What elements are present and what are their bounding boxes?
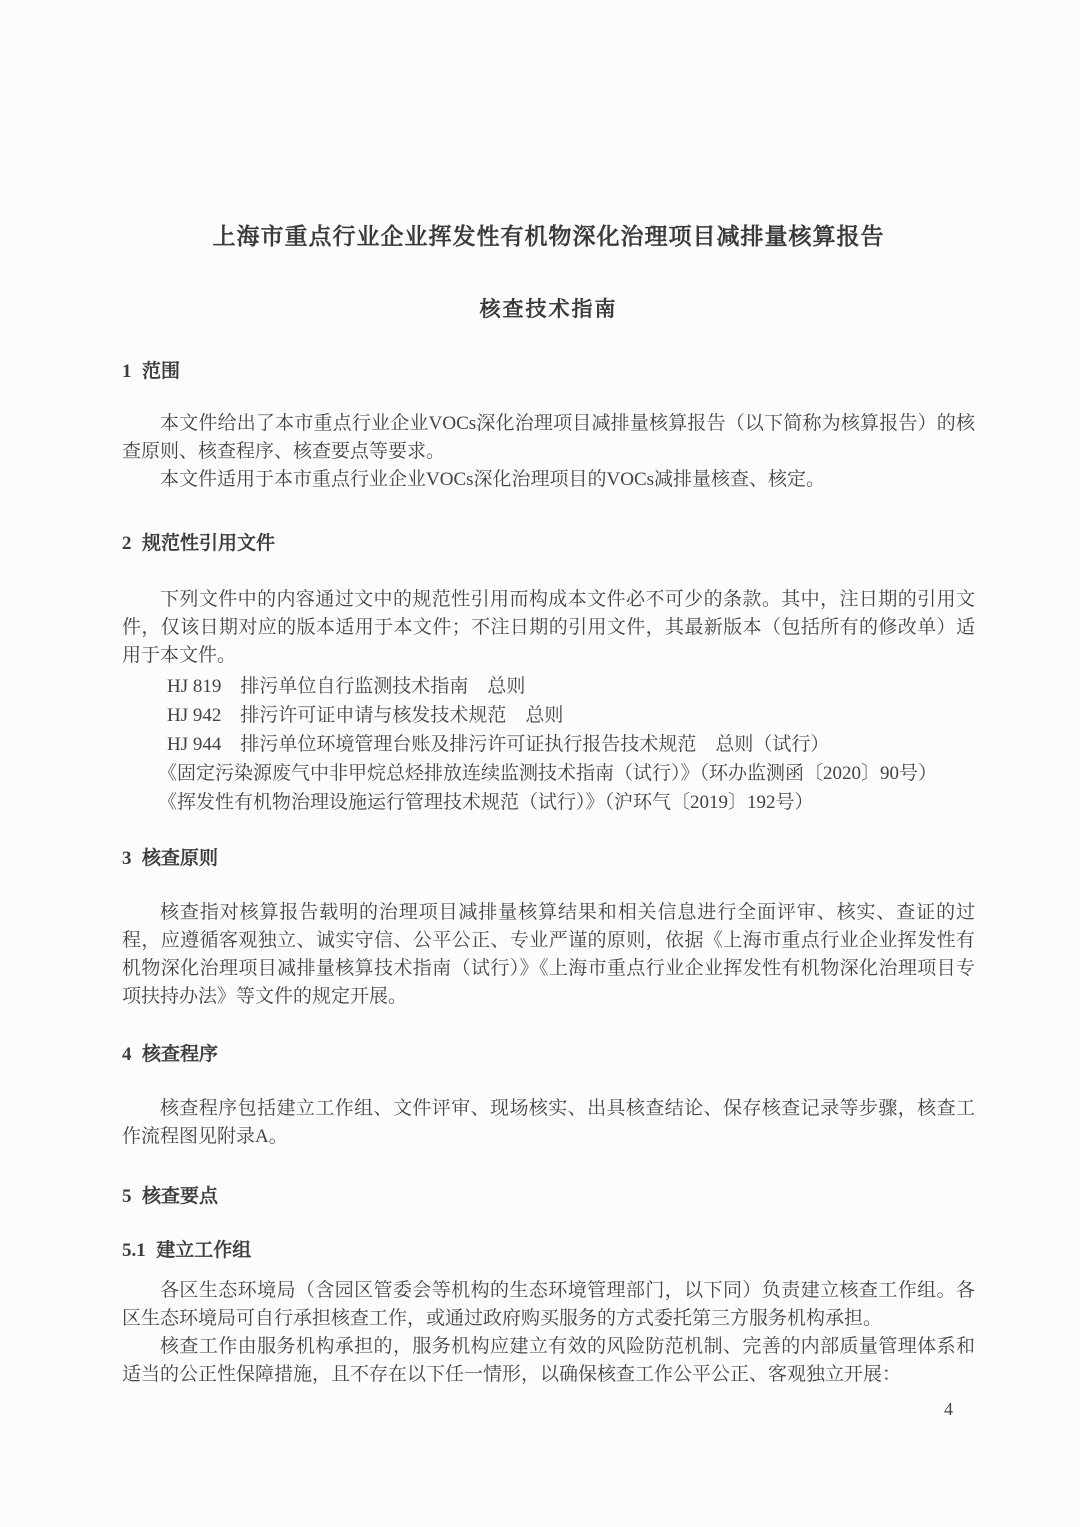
section-number: 5 (122, 1186, 132, 1207)
section-heading-verification-key-points (122, 1183, 975, 1211)
subsection-number: 5.1 (122, 1240, 146, 1261)
reference-item: 《挥发性有机物治理设施运行管理技术规范（试行）》（沪环气〔2019〕192号） (158, 792, 814, 813)
page-number: 4 (944, 1399, 953, 1419)
paragraph: 本文件给出了本市重点行业企业VOCs深化治理项目减排量核算报告（以下简称为核算报告）的核查原则、核查程序、核查要点等要求。 (122, 413, 975, 462)
reference-item: HJ 944 排污单位环境管理台账及排污许可证执行报告技术规范 总则（试行） (167, 734, 830, 755)
section-number: 3 (122, 848, 132, 869)
document-title: 上海市重点行业企业挥发性有机物深化治理项目减排量核算报告 (212, 224, 885, 249)
paragraph: 核查指对核算报告载明的治理项目减排量核算结果和相关信息进行全面评审、核实、查证的过程，应遵循客观独立、诚实守信、公平公正、专业严谨的原则，依据《上海市重点行业企业挥发性有机物深化治理项目减排量核算技术指南（试行）》《上海市重点行业企业挥发性有机物深化治理项目专项扶持办法》等文件的规定开展。 (122, 902, 975, 1007)
subsection-title: 建立工作组 (156, 1240, 252, 1261)
section-verification-procedure-body (122, 1095, 975, 1151)
reference-item: HJ 942 排污许可证申请与核发技术规范 总则 (167, 705, 564, 726)
section-heading-verification-procedure (122, 1041, 975, 1069)
subsection-heading-establish-workgroup (122, 1237, 975, 1265)
section-number: 1 (122, 361, 132, 382)
section-verification-principles-body (122, 899, 975, 1011)
section-title: 规范性引用文件 (141, 533, 275, 554)
paragraph: 核查程序包括建立工作组、文件评审、现场核实、出具核查结论、保存核查记录等步骤，核查工作流程图见附录A。 (122, 1098, 975, 1147)
section-normative-references-body (122, 586, 975, 670)
reference-item: 《固定污染源废气中非甲烷总烃排放连续监测技术指南（试行）》（环办监测函〔2020〕90号） (158, 763, 938, 784)
reference-item: HJ 819 排污单位自行监测技术指南 总则 (167, 676, 526, 697)
paragraph: 各区生态环境局（含园区管委会等机构的生态环境管理部门，以下同）负责建立核查工作组。各区生态环境局可自行承担核查工作，或通过政府购买服务的方式委托第三方服务机构承担。 (122, 1280, 975, 1329)
section-title: 范围 (141, 361, 180, 382)
section-number: 2 (122, 533, 132, 554)
section-heading-normative-references (122, 530, 975, 558)
document-subtitle: 核查技术指南 (479, 297, 618, 321)
section-heading-scope (122, 358, 975, 386)
paragraph: 本文件适用于本市重点行业企业VOCs深化治理项目的VOCs减排量核查、核定。 (160, 469, 826, 490)
section-title: 核查原则 (141, 848, 218, 869)
paragraph: 核查工作由服务机构承担的，服务机构应建立有效的风险防范机制、完善的内部质量管理体系和适当的公正性保障措施，且不存在以下任一情形，以确保核查工作公平公正、客观独立开展： (122, 1336, 975, 1385)
section-title: 核查要点 (141, 1186, 218, 1207)
section-scope-body (122, 410, 975, 494)
paragraph: 下列文件中的内容通过文中的规范性引用而构成本文件必不可少的条款。其中，注日期的引用文件，仅该日期对应的版本适用于本文件；不注日期的引用文件，其最新版本（包括所有的修改单）适用于本文件。 (122, 589, 975, 666)
document-content (122, 0, 975, 1389)
subsection-establish-workgroup-body (122, 1277, 975, 1389)
section-heading-verification-principles (122, 845, 975, 873)
section-number: 4 (122, 1044, 132, 1065)
section-title: 核查程序 (141, 1044, 218, 1065)
reference-list (122, 672, 975, 817)
